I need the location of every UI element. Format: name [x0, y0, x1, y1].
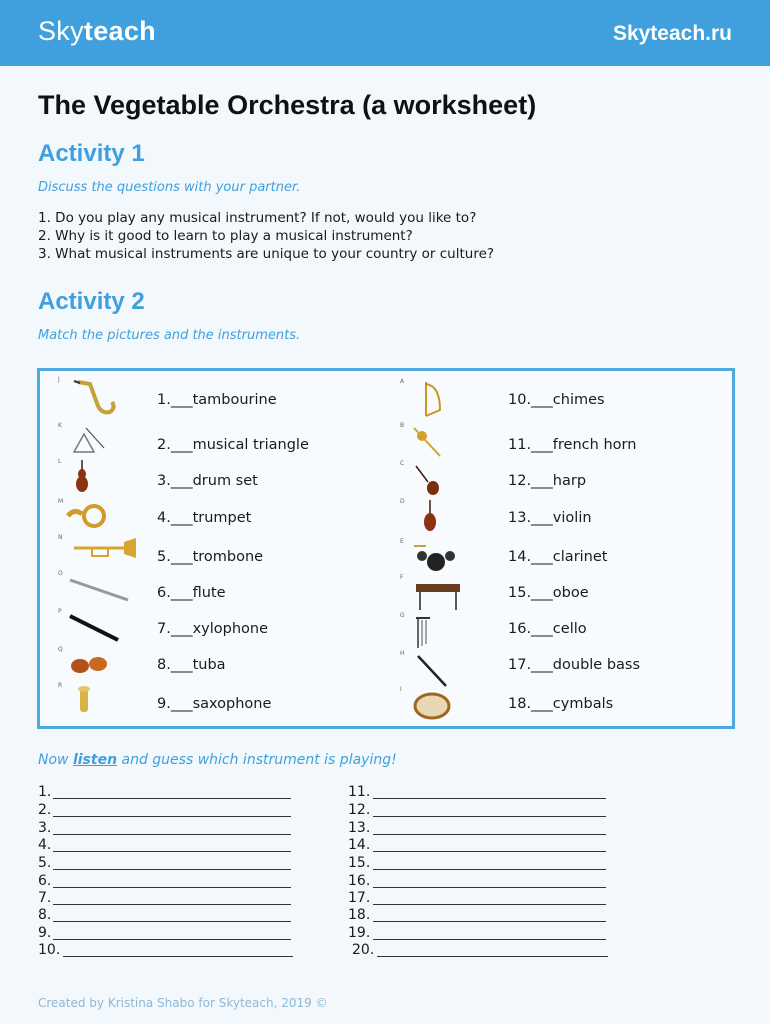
- picture-letter: J: [58, 376, 60, 383]
- match-item-3: 3.___drum set: [157, 473, 258, 489]
- answer-label: 12.: [348, 802, 371, 818]
- picture-letter: N: [58, 534, 63, 541]
- question-2: 2. Why is it good to learn to play a musical instrument?: [38, 228, 413, 244]
- tuba-picture: [58, 684, 138, 724]
- answer-line[interactable]: [373, 834, 606, 835]
- match-item-2: 2.___musical triangle: [157, 437, 309, 453]
- activity1-instruction: Discuss the questions with your partner.: [38, 180, 301, 195]
- trombone-icon: [406, 424, 456, 460]
- answer-line[interactable]: [373, 816, 606, 817]
- answer-line[interactable]: [53, 816, 291, 817]
- xylophone-icon: [406, 576, 466, 612]
- match-item-10: 10.___chimes: [508, 392, 605, 408]
- header-bar: [0, 0, 770, 66]
- answer-label: 10.: [38, 942, 61, 958]
- answer-line[interactable]: [53, 798, 291, 799]
- match-item-14: 14.___clarinet: [508, 549, 608, 565]
- chimes-picture: [400, 614, 480, 654]
- answer-label: 8.: [38, 907, 52, 923]
- answer-label: 6.: [38, 873, 52, 889]
- picture-letter: P: [58, 608, 62, 615]
- castanets-icon: [64, 648, 124, 678]
- oboe-icon: [406, 652, 456, 688]
- answer-line[interactable]: [373, 869, 606, 870]
- answer-line[interactable]: [63, 956, 293, 957]
- answer-label: 18.: [348, 907, 371, 923]
- picture-letter: A: [400, 378, 405, 385]
- clarinet-icon: [64, 610, 134, 644]
- skyteach-logo: Skyteach: [38, 16, 156, 46]
- picture-letter: L: [58, 458, 62, 465]
- answer-line[interactable]: [53, 939, 291, 940]
- answer-label: 1.: [38, 784, 52, 800]
- answer-line[interactable]: [53, 921, 291, 922]
- answer-line[interactable]: [373, 921, 606, 922]
- triangle-picture: [58, 424, 138, 464]
- match-item-5: 5.___trombone: [157, 549, 264, 565]
- match-item-9: 9.___saxophone: [157, 696, 272, 712]
- activity1-heading: Activity 1: [38, 140, 145, 167]
- castanets-picture: [58, 648, 138, 688]
- answer-label: 5.: [38, 855, 52, 871]
- tambourine-picture: [400, 688, 480, 728]
- answer-label: 20.: [352, 942, 375, 958]
- answer-line[interactable]: [53, 869, 291, 870]
- picture-letter: E: [400, 538, 404, 545]
- french-horn-picture: [58, 500, 138, 540]
- xylophone-picture: [400, 576, 480, 616]
- match-item-16: 16.___cello: [508, 621, 587, 637]
- answer-line[interactable]: [373, 798, 606, 799]
- answer-line[interactable]: [373, 851, 606, 852]
- french-horn-icon: [64, 500, 124, 534]
- trumpet-picture: [58, 536, 138, 576]
- violin-icon: [406, 462, 456, 498]
- question-3: 3. What musical instruments are unique to your country or culture?: [38, 246, 495, 262]
- activity2-heading: Activity 2: [38, 288, 145, 315]
- double-bass-icon: [64, 460, 124, 494]
- chimes-icon: [406, 614, 456, 650]
- answer-line[interactable]: [53, 887, 291, 888]
- picture-letter: I: [400, 686, 402, 693]
- clarinet-picture: [58, 610, 138, 650]
- saxophone-icon: [64, 378, 124, 418]
- answer-line[interactable]: [373, 939, 606, 940]
- match-item-7: 7.___xylophone: [157, 621, 269, 637]
- tuba-icon: [64, 684, 124, 718]
- answer-label: 3.: [38, 820, 52, 836]
- answer-label: 11.: [348, 784, 371, 800]
- answer-label: 17.: [348, 890, 371, 906]
- match-item-4: 4.___trumpet: [157, 510, 252, 526]
- match-item-13: 13.___violin: [508, 510, 592, 526]
- drum-set-icon: [406, 540, 466, 576]
- match-item-17: 17.___double bass: [508, 657, 641, 673]
- answer-line[interactable]: [53, 834, 291, 835]
- listen-instruction: Now listen and guess which instrument is playing!: [38, 752, 397, 768]
- answer-label: 4.: [38, 837, 52, 853]
- trombone-picture: [400, 424, 480, 464]
- picture-letter: C: [400, 460, 405, 467]
- answer-label: 9.: [38, 925, 52, 941]
- answer-label: 13.: [348, 820, 371, 836]
- match-item-8: 8.___tuba: [157, 657, 226, 673]
- match-item-11: 11.___french horn: [508, 437, 637, 453]
- double-bass-picture: [58, 460, 138, 500]
- saxophone-picture: [58, 378, 138, 418]
- footer-credit: Created by Kristina Shabo for Skyteach, 2019 ©: [38, 996, 328, 1010]
- trumpet-icon: [64, 536, 144, 566]
- page-title: The Vegetable Orchestra (a worksheet): [38, 90, 537, 120]
- answer-label: 19.: [348, 925, 371, 941]
- answer-line[interactable]: [53, 904, 291, 905]
- answer-line[interactable]: [373, 904, 606, 905]
- site-name: Skyteach.ru: [612, 22, 732, 45]
- drum-set-picture: [400, 540, 480, 580]
- picture-letter: B: [400, 422, 405, 429]
- cello-picture: [400, 500, 480, 540]
- harp-icon: [406, 380, 456, 418]
- match-item-6: 6.___flute: [157, 585, 226, 601]
- picture-letter: Q: [58, 646, 63, 653]
- triangle-icon: [64, 424, 124, 460]
- picture-letter: D: [400, 498, 405, 505]
- picture-letter: G: [400, 612, 405, 619]
- match-item-12: 12.___harp: [508, 473, 587, 489]
- answer-line[interactable]: [373, 887, 606, 888]
- flute-icon: [64, 572, 134, 606]
- picture-letter: K: [58, 422, 62, 429]
- picture-letter: F: [400, 574, 404, 581]
- picture-letter: R: [58, 682, 63, 689]
- match-item-18: 18.___cymbals: [508, 696, 614, 712]
- question-1: 1. Do you play any musical instrument? If not, would you like to?: [38, 210, 477, 226]
- flute-picture: [58, 572, 138, 612]
- tambourine-icon: [406, 688, 456, 722]
- picture-letter: H: [400, 650, 405, 657]
- match-item-1: 1.___tambourine: [157, 392, 277, 408]
- picture-letter: O: [58, 570, 63, 577]
- oboe-picture: [400, 652, 480, 692]
- cello-icon: [406, 500, 456, 534]
- answer-label: 16.: [348, 873, 371, 889]
- answer-label: 7.: [38, 890, 52, 906]
- harp-picture: [400, 380, 480, 420]
- answer-label: 14.: [348, 837, 371, 853]
- match-item-15: 15.___oboe: [508, 585, 589, 601]
- violin-picture: [400, 462, 480, 502]
- picture-letter: M: [58, 498, 64, 505]
- answer-label: 15.: [348, 855, 371, 871]
- activity2-instruction: Match the pictures and the instruments.: [38, 328, 301, 343]
- answer-label: 2.: [38, 802, 52, 818]
- answer-line[interactable]: [53, 851, 291, 852]
- answer-line[interactable]: [377, 956, 608, 957]
